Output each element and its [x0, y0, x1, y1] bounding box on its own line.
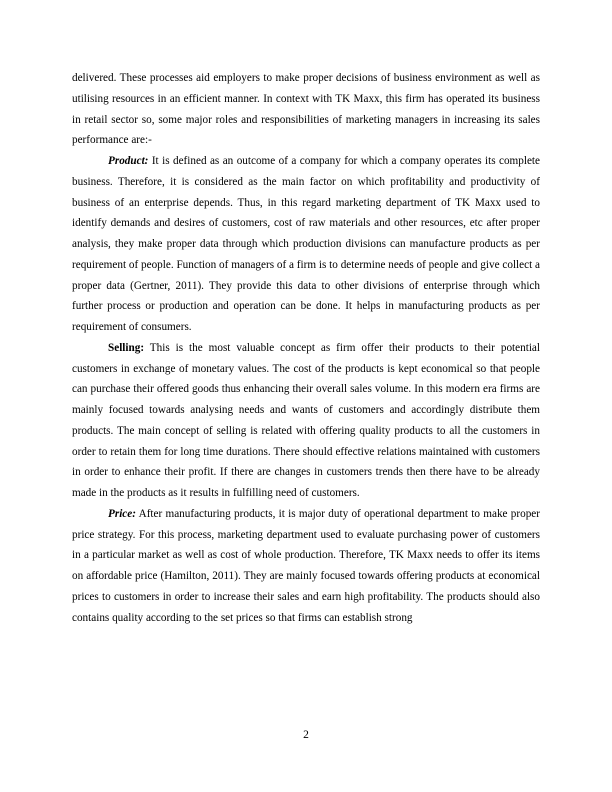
page-number: 2 [303, 729, 309, 741]
document-page [72, 68, 540, 628]
paragraph-product [72, 151, 540, 338]
paragraph-product-text: It is defined as an outcome of a company for which a company operates its complete business. Therefore, it is considered as the main factor on which profitability and productivity of business of an enterprise depends. Thus, in this regard marketing department of TK Maxx used to identify demands and desires of customers, cost of raw materials and other resources, etc after proper analysis, they make proper data through which production divisions can manufacture products as per requirement of people. Function of managers of a firm is to determine needs of people and give collect a proper data (Gertner, 2011). They provide this data to other divisions of enterprise through which further process or production and operation can be done. It helps in manufacturing products as per requirement of consumers. [72, 155, 540, 333]
paragraph-selling [72, 338, 540, 504]
paragraph-intro [72, 68, 540, 151]
product-heading: Product: [108, 155, 149, 167]
paragraph-intro-text: delivered. These processes aid employers to make proper decisions of business environment as well as utilising resources in an efficient manner. In context with TK Maxx, this firm has operated its business in retail sector so, some major roles and responsibilities of marketing managers in increasing its sales performance are:- [72, 72, 540, 147]
selling-heading: Selling: [108, 341, 145, 354]
paragraph-price-text: After manufacturing products, it is major duty of operational department to make proper price strategy. For this process, marketing department used to evaluate purchasing power of customers in a particular market as well as cost of whole production. Therefore, TK Maxx needs to offer its items on affordable price (Hamilton, 2011). They are mainly focused towards offering products at economical prices to customers in order to increase their sales and earn high profitability. The products should also contains quality according to the set prices so that firms can establish strong [72, 507, 540, 624]
price-heading: Price: [108, 507, 136, 520]
paragraph-price [72, 504, 540, 629]
paragraph-selling-text: This is the most valuable concept as firm offer their products to their potential customers in exchange of monetary values. The cost of the products is kept economical so that people can purchase their offered goods thus enhancing their overall sales volume. In this modern era firms are mainly focused towards analysing needs and wants of customers and accordingly distribute them products. The main concept of selling is related with offering quality products to all the customers in order to retain them for long time durations. There should effective relations maintained with customers in order to enhance their profit. If there are changes in customers trends then there have to be already made in the products as it results in fulfilling need of customers. [72, 341, 540, 499]
